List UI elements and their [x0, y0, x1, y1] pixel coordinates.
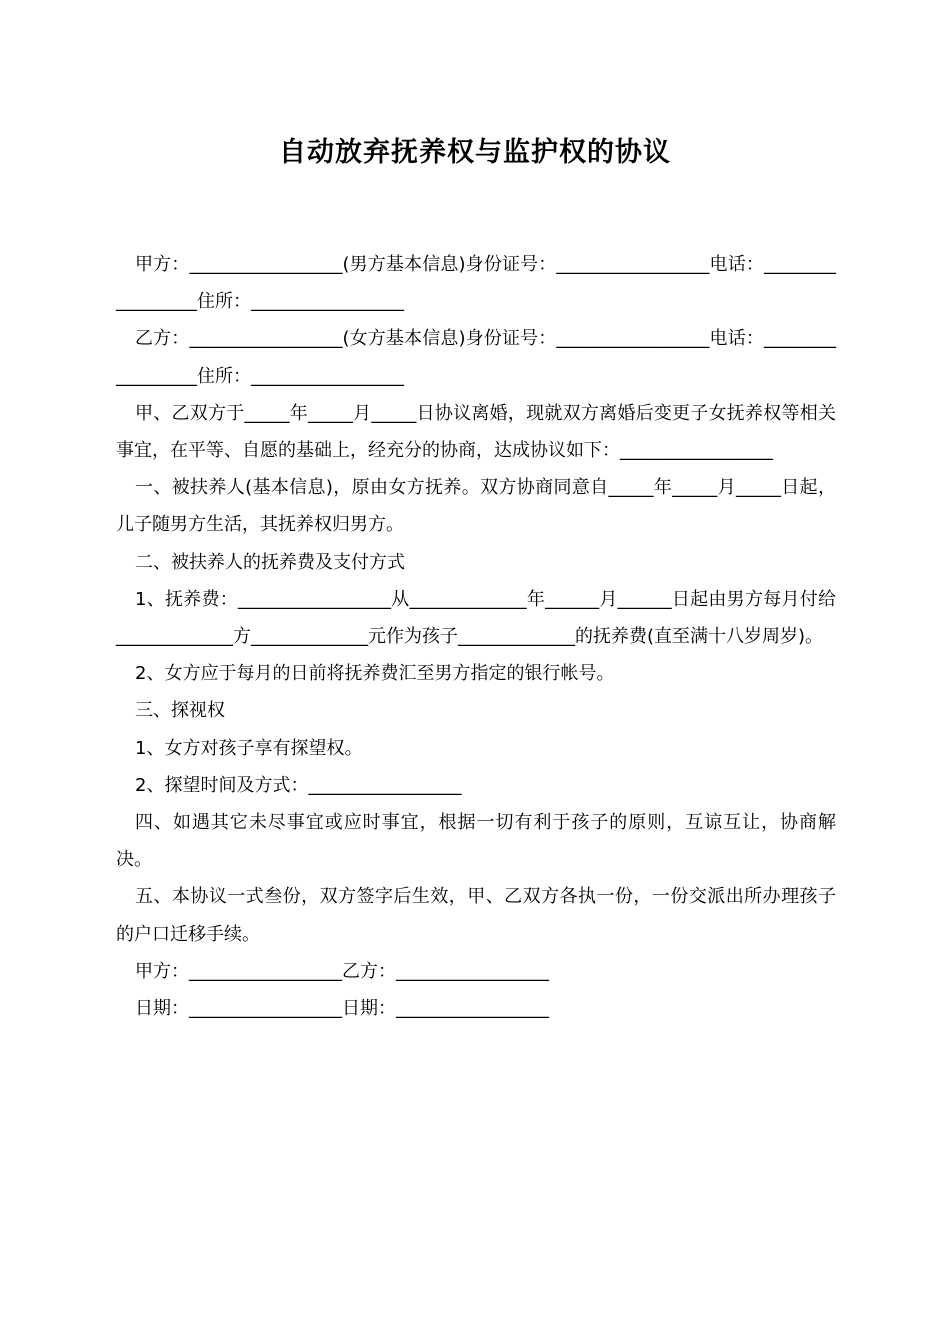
party-b-info: 乙方：_________________(女方基本信息)身份证号：_________________电话：_________________住所：_________________	[116, 328, 836, 387]
clause-4: 四、如遇其它未尽事宜或应时事宜，根据一切有利于孩子的原则，互谅互让，协商解决。	[116, 812, 836, 871]
clause-3-heading: 三、探视权	[135, 700, 225, 722]
signature-line: 甲方：_________________乙方：_________________	[135, 960, 549, 982]
clause-3-item-2: 2、探望时间及方式：_________________	[135, 774, 462, 796]
clause-5: 五、本协议一式叁份，双方签字后生效，甲、乙双方各执一份，一份交派出所办理孩子的户口迁移手续。	[116, 886, 836, 945]
document-title: 自动放弃抚养权与监护权的协议	[279, 137, 671, 168]
document-body	[116, 246, 836, 1027]
clause-2-item-1: 1、抚养费：_________________从_____________年______月______日起由男方每月付给_____________方_____________元作为孩子_____________的抚养费(直至满十八岁周岁)。	[116, 588, 836, 648]
date-line: 日期：_________________日期：_________________	[135, 998, 549, 1020]
party-a-info: 甲方：_________________(男方基本信息)身份证号：_________________电话：_________________住所：_________________	[116, 254, 836, 313]
preamble: 甲、乙双方于_____年_____月_____日协议离婚，现就双方离婚后变更子女抚养权等相关事宜，在平等、自愿的基础上，经充分的协商，达成协议如下：_________________	[116, 402, 836, 462]
clause-2-item-2: 2、女方应于每月的日前将抚养费汇至男方指定的银行帐号。	[135, 663, 615, 685]
clause-2-heading: 二、被扶养人的抚养费及支付方式	[135, 551, 405, 573]
clause-3-item-1: 1、女方对孩子享有探望权。	[135, 737, 363, 759]
clause-1: 一、被扶养人(基本信息)，原由女方抚养。双方协商同意自_____年_____月_____日起，儿子随男方生活，其抚养权归男方。	[116, 477, 836, 536]
